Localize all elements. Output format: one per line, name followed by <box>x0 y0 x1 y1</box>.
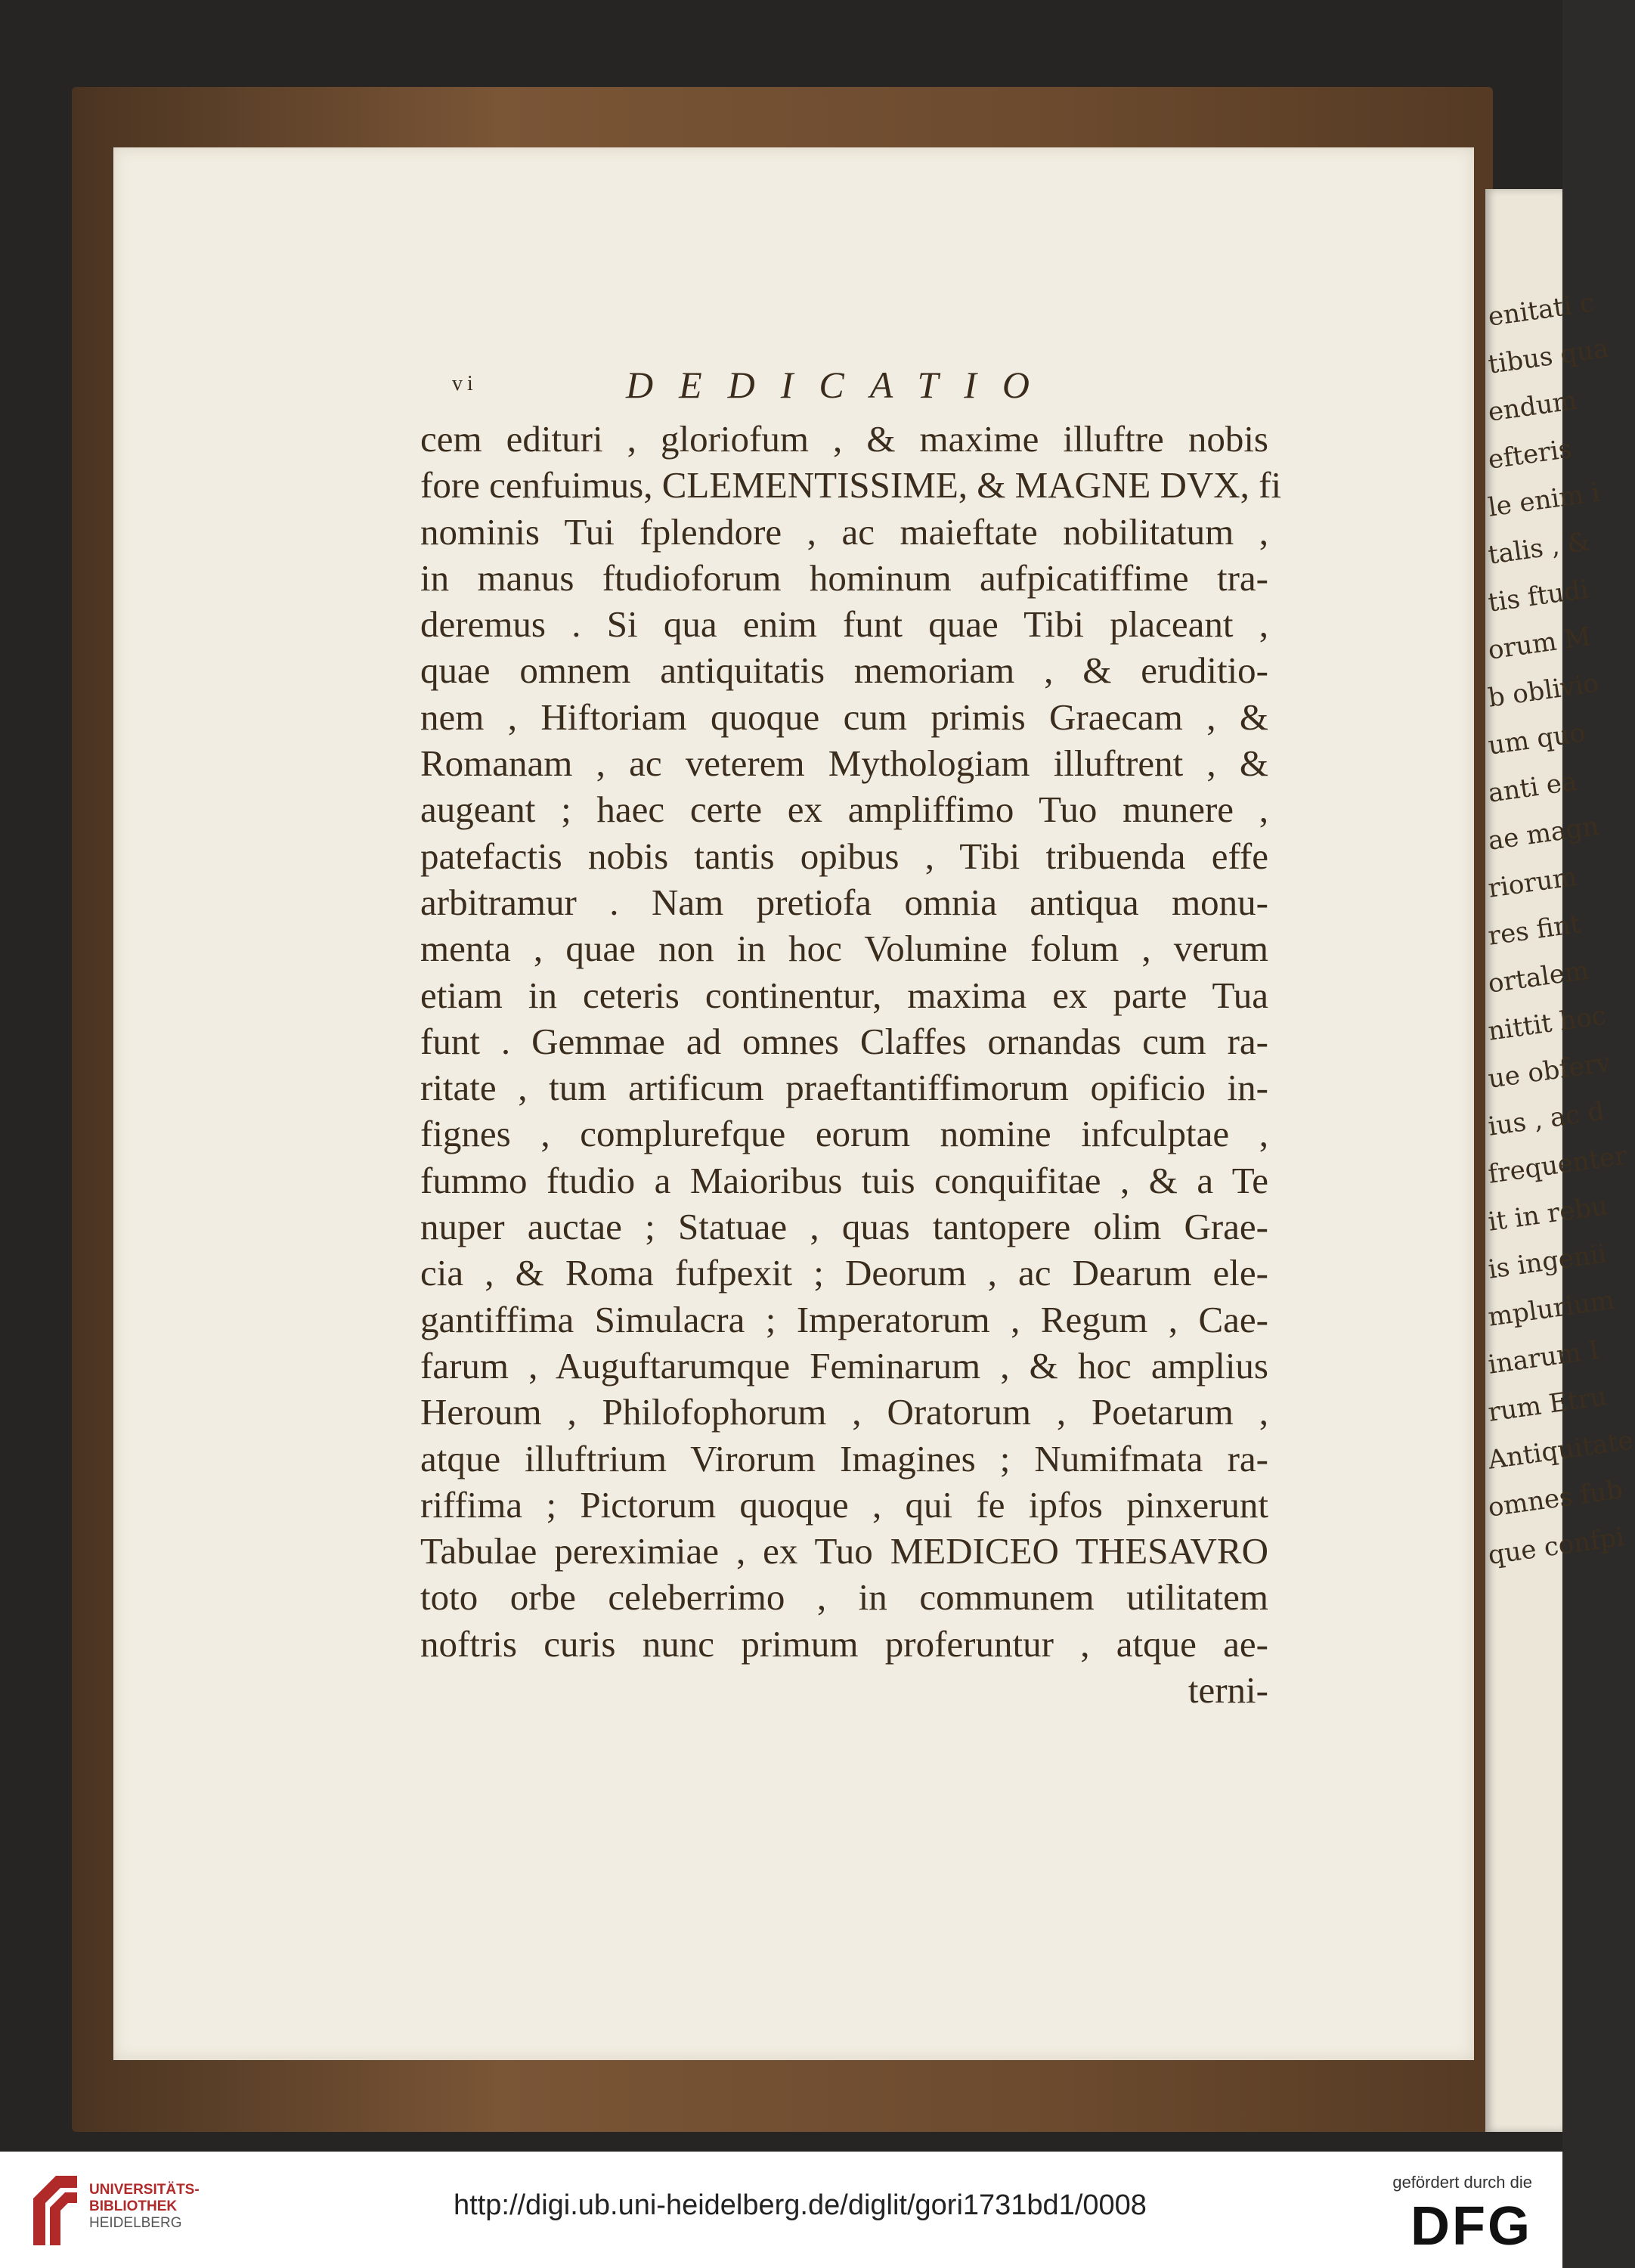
text-line: Romanam , ac veterem Mythologiam illuftrent , & <box>420 742 1268 785</box>
facing-page-line: b oblivio <box>1486 668 1601 714</box>
facing-page-line: Antiquitate <box>1486 1425 1635 1476</box>
text-line: fore cenfuimus, CLEMENTISSIME, & MAGNE DVX, fi <box>420 464 1282 507</box>
facing-page-line: que confpi <box>1486 1521 1627 1571</box>
text-line: cem edituri , gloriofum , & maxime illuftre nobis <box>420 418 1268 460</box>
facing-page <box>1485 189 1635 2132</box>
library-name-line2: BIBLIOTHEK <box>89 2198 178 2214</box>
facing-page-line: frequenter <box>1486 1140 1629 1190</box>
facing-page-line: rum Etru <box>1486 1381 1609 1428</box>
text-line: etiam in ceteris continentur, maxima ex parte Tua <box>420 974 1268 1016</box>
facing-page-line: ius , ac d <box>1486 1095 1606 1142</box>
facing-page-line: anti ea <box>1486 766 1579 809</box>
facing-page-line: enitati c <box>1486 287 1596 333</box>
text-line: arbitramur . Nam pretiofa omnia antiqua monu- <box>420 881 1268 923</box>
facing-page-line: efteris <box>1486 433 1574 476</box>
footer-bar <box>0 2152 1562 2268</box>
facing-page-line: ue obferv <box>1486 1047 1613 1095</box>
facing-page-line: riorum <box>1486 861 1579 904</box>
text-line: Heroum , Philofophorum , Oratorum , Poetarum , <box>420 1391 1268 1433</box>
library-name-line1: UNIVERSITÄTS- <box>89 2182 200 2198</box>
facing-page-line: res fint <box>1486 909 1583 952</box>
text-line: toto orbe celeberrimo , in communem utilitatem <box>420 1576 1268 1619</box>
text-line: noftris curis nunc primum proferuntur , atque ae- <box>420 1622 1268 1665</box>
facing-page-line: tis ftudi <box>1486 574 1591 618</box>
university-library-logo-icon <box>30 2173 80 2248</box>
facing-page-line: ae magn <box>1486 810 1601 857</box>
facing-page-line: endum <box>1486 385 1579 428</box>
text-line: atque illuftrium Virorum Imagines ; Numifmata ra- <box>420 1437 1268 1479</box>
facing-page-line: le enim i <box>1486 477 1602 523</box>
text-line: terni- <box>1188 1669 1268 1712</box>
library-name <box>89 2182 200 2232</box>
text-line: farum , Auguftarumque Feminarum , & hoc amplius <box>420 1344 1268 1387</box>
library-name-line3: HEIDELBERG <box>89 2215 182 2231</box>
funding-caption: gefördert durch die <box>1392 2173 1532 2192</box>
facing-page-line: inarum I <box>1486 1334 1602 1380</box>
text-line: deremus . Si qua enim funt quae Tibi placeant , <box>420 603 1268 646</box>
page-header <box>452 363 1268 408</box>
facing-page-line: mplurium <box>1486 1284 1617 1333</box>
text-line: fignes , complurefque eorum nomine infculptae , <box>420 1113 1268 1155</box>
text-line: funt . Gemmae ad omnes Claffes ornandas cum ra- <box>420 1020 1268 1062</box>
source-url-link[interactable]: http://digi.ub.uni-heidelberg.de/diglit/gori1731bd1/0008 <box>454 2189 1147 2221</box>
text-line: menta , quae non in hoc Volumine folum , verum <box>420 928 1268 970</box>
running-title: DEDICATIO <box>626 364 1056 406</box>
dedication-text <box>420 416 1282 1713</box>
text-line: gantiffima Simulacra ; Imperatorum , Regum , Cae- <box>420 1298 1268 1340</box>
text-line: ritate , tum artificum praeftantiffimorum opificio in- <box>420 1067 1268 1109</box>
text-line: fummo ftudio a Maioribus tuis conquifitae , & a Te <box>420 1159 1268 1201</box>
text-line: augeant ; haec certe ex ampliffimo Tuo munere , <box>420 789 1268 831</box>
facing-page-line: um quo <box>1486 717 1587 761</box>
facing-page-line: is ingenii <box>1486 1238 1609 1285</box>
text-line: Tabulae pereximiae , ex Tuo MEDICEO THESAVRO <box>420 1530 1268 1572</box>
text-line: cia , & Roma fufpexit ; Deorum , ac Dearum ele- <box>420 1252 1268 1294</box>
facing-page-line: talis , & <box>1486 526 1593 571</box>
text-line: patefactis nobis tantis opibus , Tibi tribuenda effe <box>420 835 1268 877</box>
facing-page-line: omnes fub <box>1486 1474 1625 1523</box>
text-line: nem , Hiftoriam quoque cum primis Graecam , & <box>420 696 1268 738</box>
facing-page-line: ortalem <box>1486 955 1591 999</box>
facing-page-line: tibus qua <box>1486 333 1611 380</box>
text-line: in manus ftudioforum hominum aufpicatiffime tra- <box>420 556 1268 599</box>
facing-page-line: it in rebu <box>1486 1191 1610 1238</box>
text-line: quae omnem antiquitatis memoriam , & eruditio- <box>420 649 1268 692</box>
facing-page-line: nittit hoc <box>1486 1000 1609 1047</box>
facing-page-line: orum M <box>1486 621 1593 666</box>
dfg-logo: DFG <box>1410 2196 1532 2257</box>
text-line: nuper auctae ; Statuae , quas tantopere olim Grae- <box>420 1206 1268 1248</box>
text-line: nominis Tui fplendore , ac maieftate nobilitatum , <box>420 510 1268 553</box>
page-number: vi <box>452 372 478 395</box>
text-line: riffima ; Pictorum quoque , qui fe ipfos pinxerunt <box>420 1483 1268 1526</box>
